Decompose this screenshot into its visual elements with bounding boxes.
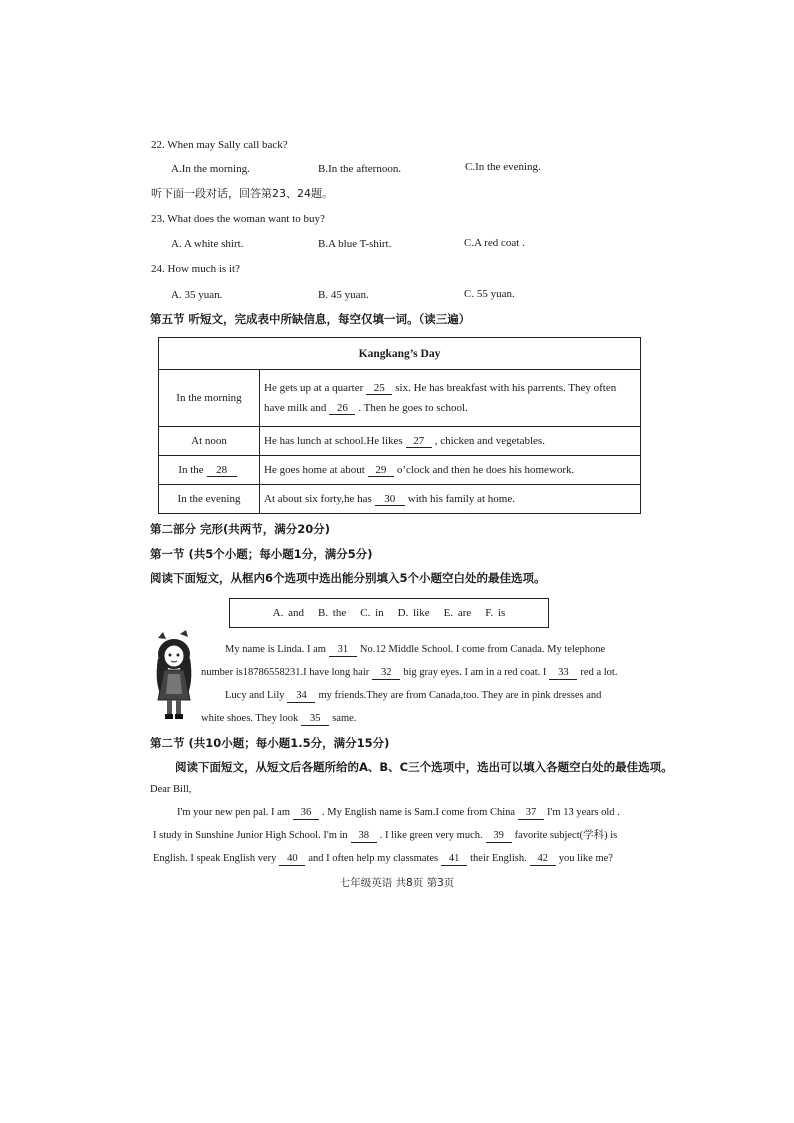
row-content-noon: [260, 427, 641, 456]
passage-line-1: [225, 643, 605, 657]
q22-option-a: A.In the morning.: [171, 163, 250, 175]
blank-32[interactable]: 32: [372, 667, 400, 680]
blank-26[interactable]: 26: [329, 402, 355, 415]
row-content-afternoon: [260, 456, 641, 485]
row-label-noon: At noon: [159, 427, 260, 456]
blank-40[interactable]: 40: [279, 853, 305, 866]
q24-option-c: C. 55 yuan.: [464, 288, 515, 300]
row-label-morning: In the morning: [159, 370, 260, 427]
text: He gets up at a quarter: [264, 382, 364, 394]
option-e: E. are: [443, 607, 472, 619]
text: my friends.They are from Canada,too. They are in pink dresses and: [318, 690, 602, 701]
text: with his family at home.: [407, 492, 515, 505]
section1-instruction: 阅读下面短文，从框内6个选项中选出能分别填入5个小题空白处的最佳选项。: [150, 571, 546, 585]
part2-heading: 第二部分 完形(共两节，满分20分): [150, 522, 331, 536]
blank-36[interactable]: 36: [293, 807, 319, 820]
blank-37[interactable]: 37: [518, 807, 544, 820]
letter-line-3: [153, 852, 613, 866]
option-b: B. the: [317, 607, 347, 619]
letter-line-1: [177, 806, 620, 820]
letter-greeting: Dear Bill,: [150, 784, 192, 795]
blank-31[interactable]: 31: [329, 644, 357, 657]
letter-line-2: [153, 829, 617, 843]
blank-29[interactable]: 29: [368, 464, 394, 477]
text: six. He has breakfast with his parrents. They often: [395, 382, 617, 394]
text: number is18786558231.I have long hair: [201, 667, 370, 678]
section2-instruction: 阅读下面短文，从短文后各题所给的A、B、C三个选项中，选出可以填入各题空白处的最佳选项。: [175, 760, 673, 774]
passage-line-3: [225, 689, 601, 703]
text: I study in Sunshine Junior High School. I'm in: [153, 830, 348, 841]
text: their English.: [470, 853, 527, 864]
section1-heading: 第一节 (共5个小题；每小题1分，满分5分): [150, 547, 373, 561]
passage-line-4: [201, 712, 356, 726]
section2-heading: 第二节 (共10小题；每小题1.5分，满分15分): [150, 736, 390, 750]
text: English. I speak English very: [153, 853, 277, 864]
blank-27[interactable]: 27: [406, 435, 432, 448]
question-24: 24. How much is it?: [151, 263, 240, 275]
text: , chicken and vegetables.: [434, 434, 545, 447]
text: red a lot.: [580, 667, 618, 678]
text: My name is Linda. I am: [225, 644, 326, 655]
option-d: D. like: [397, 607, 430, 619]
blank-38[interactable]: 38: [351, 830, 377, 843]
question-22: 22. When may Sally call back?: [151, 139, 288, 151]
text: No.12 Middle School. I come from Canada. My telephone: [359, 644, 606, 655]
table-row: [159, 427, 641, 456]
q23-option-c: C.A red coat .: [464, 237, 525, 249]
text: have milk and: [264, 402, 327, 414]
row-label-evening: In the evening: [159, 485, 260, 514]
q22-option-c: C.In the evening.: [465, 161, 541, 173]
text: . Then he goes to school.: [358, 402, 468, 414]
q24-option-a: A. 35 yuan.: [171, 289, 223, 301]
text: . I like green very much.: [379, 830, 483, 841]
text: same.: [332, 713, 357, 724]
blank-28[interactable]: 28: [207, 464, 237, 477]
table-row: [159, 485, 641, 514]
text: In the: [178, 463, 204, 476]
blank-25[interactable]: 25: [366, 382, 392, 395]
q22-option-b: B.In the afternoon.: [318, 163, 402, 175]
table-row: [159, 370, 641, 427]
text: and I often help my classmates: [308, 853, 439, 864]
question-23: 23. What does the woman want to buy?: [151, 213, 325, 225]
text: I'm your new pen pal. I am: [177, 807, 290, 818]
row-content-evening: [260, 485, 641, 514]
q23-option-b: B.A blue T-shirt.: [318, 238, 392, 250]
blank-33[interactable]: 33: [549, 667, 577, 680]
text: Lucy and Lily: [225, 690, 285, 701]
text: At about six forty,he has: [264, 492, 372, 505]
text: you like me?: [558, 853, 613, 864]
text: He goes home at about: [264, 463, 365, 476]
blank-41[interactable]: 41: [441, 853, 467, 866]
q24-option-b: B. 45 yuan.: [318, 289, 369, 301]
text: o’clock and then he does his homework.: [396, 463, 575, 476]
blank-39[interactable]: 39: [486, 830, 512, 843]
text: I'm 13 years old .: [547, 807, 620, 818]
text: He has lunch at school.He likes: [264, 434, 403, 447]
passage-line-2: [201, 666, 617, 680]
blank-30[interactable]: 30: [375, 493, 405, 506]
text: . My English name is Sam.I come from China: [321, 807, 516, 818]
girl-illustration: [150, 628, 206, 724]
option-f: F. is: [485, 607, 506, 619]
option-c: C. in: [360, 607, 384, 619]
row-label-blank28: [159, 456, 260, 485]
option-a: A. and: [272, 607, 304, 619]
kangkang-table: [158, 337, 641, 514]
table-title: Kangkang’s Day: [159, 338, 641, 370]
blank-35[interactable]: 35: [301, 713, 329, 726]
text: white shoes. They look: [201, 713, 299, 724]
table-row: [159, 456, 641, 485]
text: big gray eyes. I am in a red coat. I: [403, 667, 547, 678]
blank-34[interactable]: 34: [287, 690, 315, 703]
section5-heading: 第五节 听短文，完成表中所缺信息，每空仅填一词。（读三遍）: [150, 312, 471, 326]
options-box: [229, 598, 549, 628]
page-footer: 七年级英语 共8页 第3页: [339, 877, 455, 889]
instruction-23-24: 听下面一段对话，回答第23、24题。: [151, 187, 333, 200]
blank-42[interactable]: 42: [530, 853, 556, 866]
text: favorite subject(学科) is: [514, 830, 618, 841]
q23-option-a: A. A white shirt.: [171, 238, 244, 250]
row-content-morning: [260, 370, 641, 427]
